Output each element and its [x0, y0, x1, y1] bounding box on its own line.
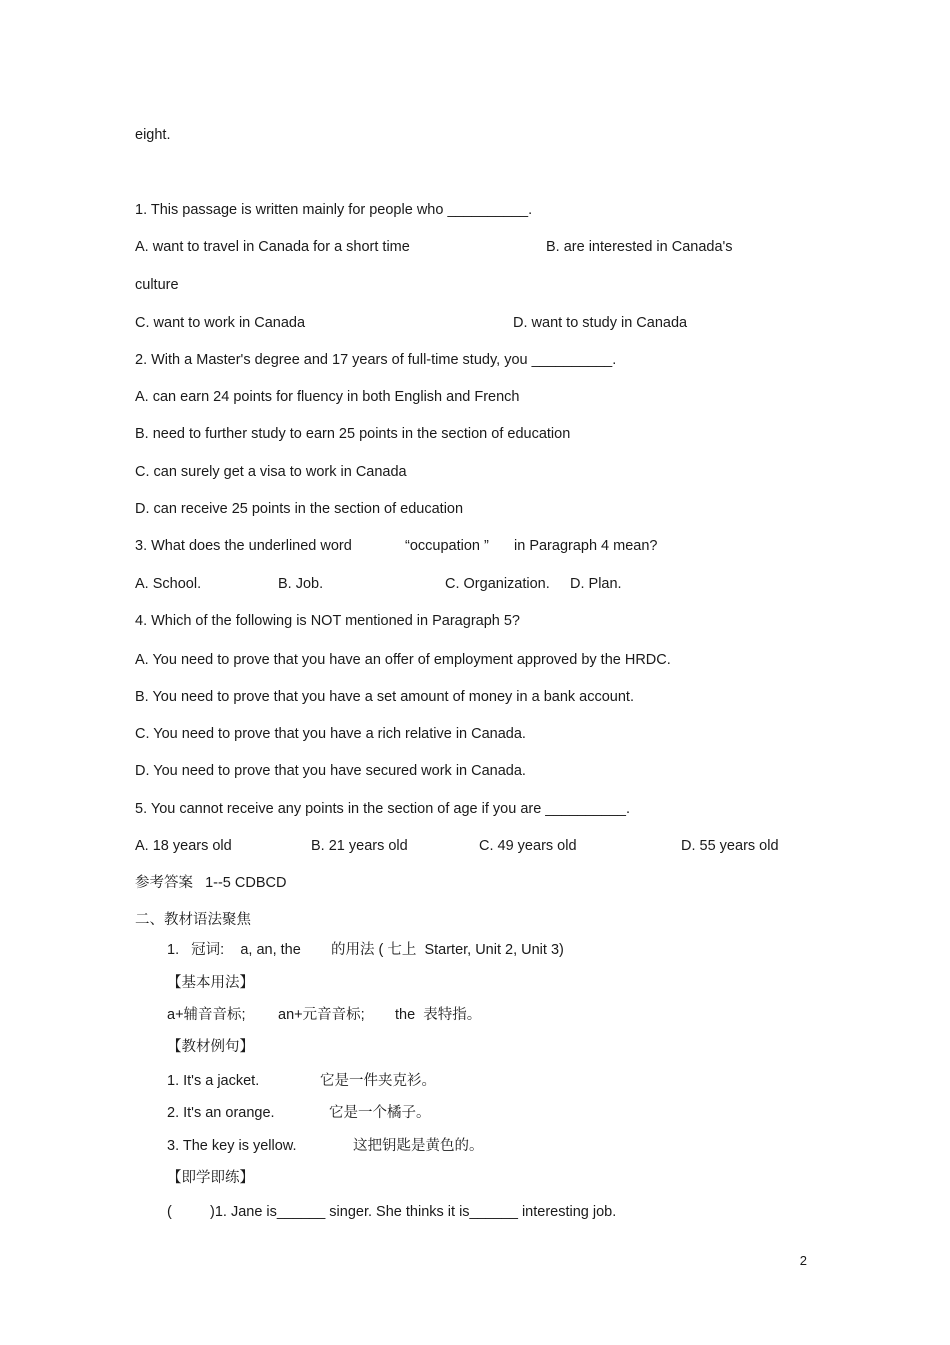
example-1-chinese: 它是一件夹克衫。	[320, 1073, 436, 1089]
example-2-chinese: 它是一个橘子。	[329, 1105, 431, 1121]
q1-option-a: A. want to travel in Canada for a short time	[135, 239, 410, 255]
q1-option-b-continued: culture	[135, 277, 179, 293]
passage-tail: eight.	[135, 127, 171, 143]
q3-option-d: D. Plan.	[570, 576, 622, 592]
question-5: 5. You cannot receive any points in the section of age if you are __________.	[135, 801, 630, 817]
q3-option-b: B. Job.	[278, 576, 324, 592]
question-1: 1. This passage is written mainly for people who __________.	[135, 202, 533, 218]
page-number: 2	[799, 1253, 807, 1268]
q2-option-d: D. can receive 25 points in the section of education	[135, 501, 464, 517]
grammar-item-1-part-2: 的用法 ( 七上 Starter, Unit 2, Unit 3)	[331, 942, 564, 958]
basic-usage-title: 【基本用法】	[167, 975, 254, 991]
q4-option-c: C. You need to prove that you have a rich relative in Canada.	[135, 726, 526, 742]
grammar-item-1-part-1: 1. 冠词: a, an, the	[167, 942, 301, 958]
q5-option-b: B. 21 years old	[311, 838, 408, 854]
practice-title: 【即学即练】	[167, 1170, 254, 1186]
q3-option-a: A. School.	[135, 576, 202, 592]
q2-option-a: A. can earn 24 points for fluency in both English and French	[135, 389, 520, 405]
q1-option-d: D. want to study in Canada	[513, 315, 688, 331]
basic-usage-the: the 表特指。	[395, 1007, 482, 1023]
example-2-english: 2. It's an orange.	[167, 1105, 275, 1121]
basic-usage-an: an+元音音标;	[278, 1007, 365, 1023]
q1-option-c: C. want to work in Canada	[135, 315, 306, 331]
question-3-part-2: in Paragraph 4 mean?	[514, 538, 658, 554]
q3-option-c: C. Organization.	[445, 576, 550, 592]
textbook-examples-title: 【教材例句】	[167, 1039, 254, 1055]
q5-option-c: C. 49 years old	[479, 838, 577, 854]
question-3-part-1: 3. What does the underlined word	[135, 538, 352, 554]
question-4: 4. Which of the following is NOT mentioned in Paragraph 5?	[135, 613, 520, 629]
q1-option-b: B. are interested in Canada's	[546, 239, 733, 255]
example-3-english: 3. The key is yellow.	[167, 1138, 297, 1154]
q5-option-a: A. 18 years old	[135, 838, 232, 854]
practice-answer-paren: (	[167, 1204, 172, 1220]
q5-option-d: D. 55 years old	[681, 838, 779, 854]
q4-option-d: D. You need to prove that you have secured work in Canada.	[135, 763, 526, 779]
example-1-english: 1. It's a jacket.	[167, 1073, 260, 1089]
answer-key: 参考答案 1--5 CDBCD	[135, 875, 287, 891]
q2-option-b: B. need to further study to earn 25 points in the section of education	[135, 426, 571, 442]
example-3-chinese: 这把钥匙是黄色的。	[353, 1138, 484, 1154]
q4-option-a: A. You need to prove that you have an offer of employment approved by the HRDC.	[135, 652, 671, 668]
basic-usage-a: a+辅音音标;	[167, 1007, 246, 1023]
q4-option-b: B. You need to prove that you have a set amount of money in a bank account.	[135, 689, 634, 705]
question-2: 2. With a Master's degree and 17 years of full-time study, you __________.	[135, 352, 617, 368]
practice-question-1: )1. Jane is______ singer. She thinks it is______ interesting job.	[210, 1204, 617, 1220]
section-2-heading: 二、教材语法聚焦	[135, 912, 251, 928]
q2-option-c: C. can surely get a visa to work in Canada	[135, 464, 407, 480]
question-3-quoted-word: “occupation ”	[405, 538, 489, 554]
